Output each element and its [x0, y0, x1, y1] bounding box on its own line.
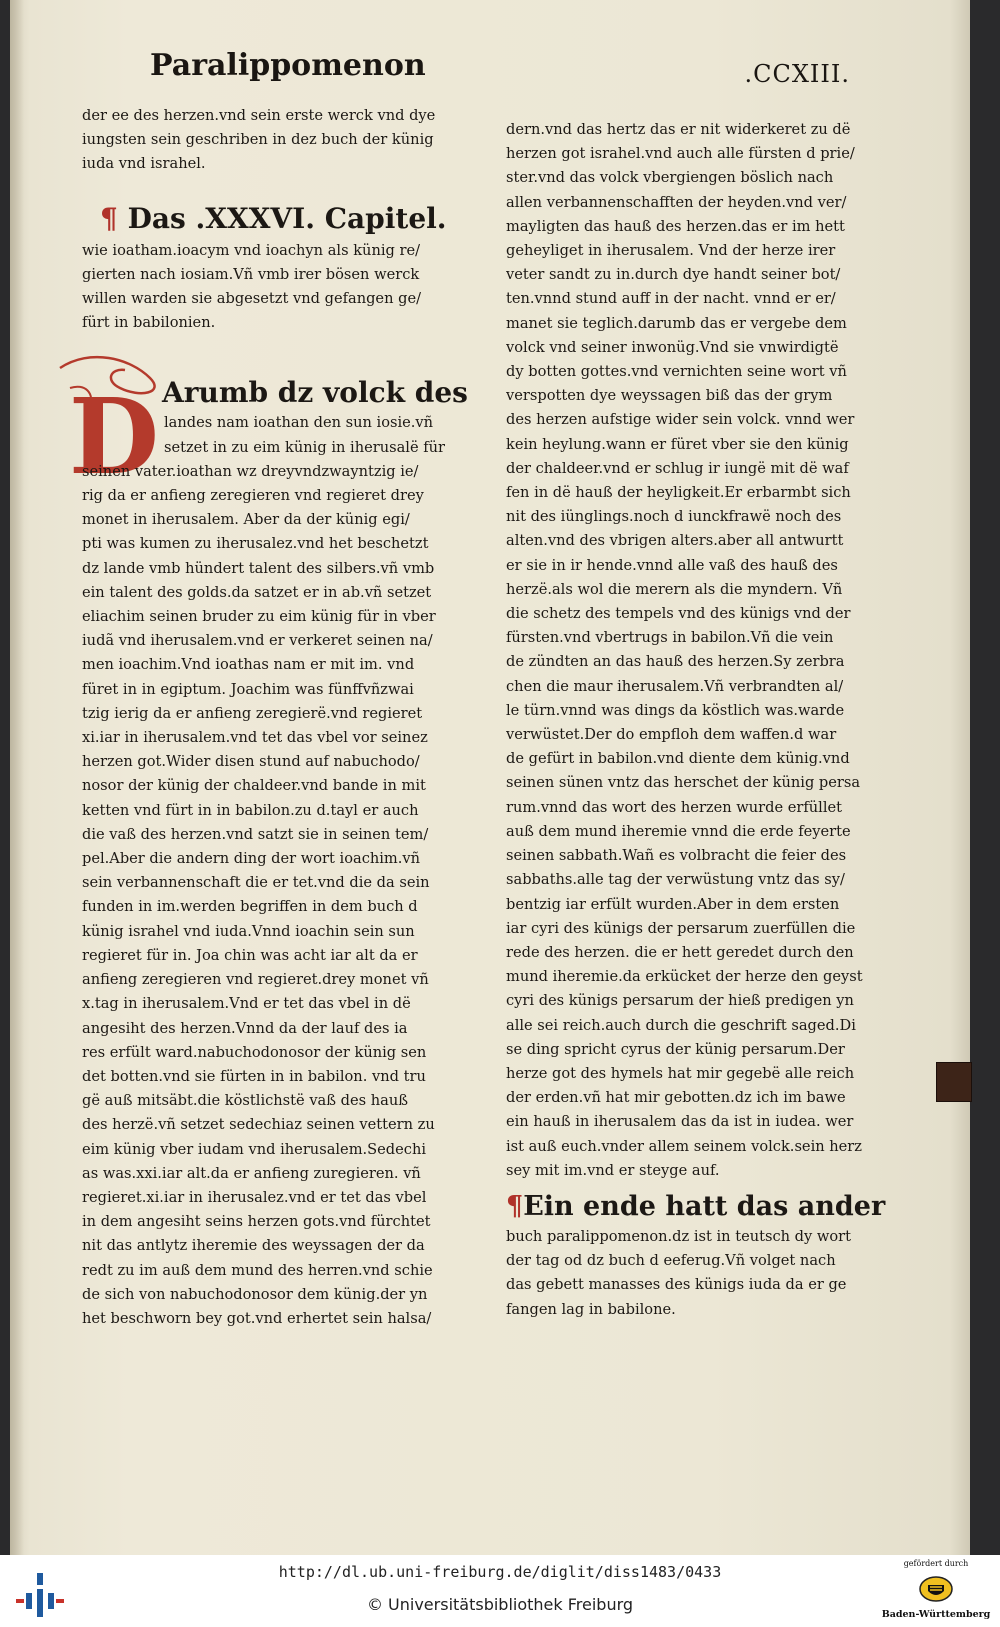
text-line: herzë.als wol die merern als die myndern. Vñ [506, 580, 843, 598]
chapter-summary-line: wie ioatham.ioacym vnd ioachyn als künig re/ [82, 241, 421, 259]
text-line: nit das antlytz iheremie des weyssagen der da [82, 1237, 425, 1255]
page-gutter-shadow [10, 0, 24, 1555]
text-line: verwüstet.Der do empfloh dem waffen.d war [506, 726, 837, 744]
text-line: manet sie teglich.darumb das er vergebe dem [506, 314, 847, 332]
text-line: ketten vnd fürt in in babilon.zu d.tayl er auch [82, 801, 419, 819]
rubric-mark: ¶ [506, 1190, 524, 1222]
text-line: funden in im.werden begriffen in dem buch d [82, 898, 418, 916]
text-line: ster.vnd das volck vbergiengen böslich nach [506, 169, 834, 187]
book-page-tab [936, 1062, 972, 1102]
text-line: cyri des künigs persarum der hieß predigen yn [506, 992, 854, 1010]
text-line: nit des iünglings.noch d iunckfrawë noch des [506, 508, 842, 526]
text-line: rum.vnnd das wort des herzen wurde erfüllet [506, 798, 843, 816]
text-line: iungsten sein geschriben in dez buch der künig [82, 131, 434, 149]
text-line: geheyliget in iherusalem. Vnd der herze irer [506, 242, 836, 260]
text-line: setzet in zu eim künig in iherusalë für [164, 438, 446, 456]
text-line: ein hauß in iherusalem das da ist in iudea. wer [506, 1113, 854, 1131]
text-line: herzen got israhel.vnd auch alle fürsten d prie/ [506, 145, 855, 163]
text-line: nosor der künig der chaldeer.vnd bande in mit [82, 777, 426, 795]
text-line: anfieng zeregieren vnd regieret.drey monet vñ [82, 971, 429, 989]
text-line: alten.vnd des vbrigen alters.aber all antwurtt [506, 532, 844, 550]
text-line: pel.Aber die andern ding der wort ioachim.vñ [82, 850, 421, 868]
initial-letter: D [68, 375, 160, 498]
text-line: res erfült ward.nabuchodonosor der künig sen [82, 1043, 427, 1061]
text-line: dy botten gottes.vnd vernichten seine wort vñ [506, 363, 847, 381]
text-line: xi.iar in iherusalem.vnd tet das vbel vor seinez [82, 729, 428, 747]
text-line: der tag od dz buch d eeferug.Vñ volget nach [506, 1252, 836, 1270]
text-line: alle sei reich.auch durch die geschrift saged.Di [506, 1016, 856, 1034]
text-line: der chaldeer.vnd er schlug ir iungë mit dë waf [506, 459, 849, 477]
text-line: ein talent des golds.da satzet er in ab.vñ setzet [82, 583, 432, 601]
chapter-summary-line: gierten nach iosiam.Vñ vmb irer bösen werck [82, 265, 420, 283]
text-line: pti was kumen zu iherusalez.vnd het beschetzt [82, 535, 429, 553]
text-line: verspotten dye weyssagen biß das der grym [506, 387, 833, 405]
text-line: de sich von nabuchodonosor dem künig.der yn [82, 1285, 428, 1303]
text-line: angesiht des herzen.Vnnd da der lauf des ia [82, 1019, 408, 1037]
text-line: das gebett manasses des künigs iuda da er ge [506, 1276, 847, 1294]
copyright-notice: © Universitätsbibliothek Freiburg [366, 1595, 634, 1614]
text-line: veter sandt zu in.durch dye handt seiner bot/ [506, 266, 841, 284]
text-line: die vaß des herzen.vnd satzt sie in seinen tem/ [82, 825, 429, 843]
text-line: auß dem mund iheremie vnnd die erde feyerte [506, 822, 851, 840]
text-line: se ding spricht cyrus der künig persarum.Der [506, 1040, 845, 1058]
text-line: rede des herzen. die er hett geredet durch den [506, 943, 854, 961]
text-line: men ioachim.Vnd ioathas nam er mit im. vnd [82, 656, 415, 674]
chapter-heading [100, 199, 454, 239]
text-line: in dem angesiht seins herzen gots.vnd fürchtet [82, 1213, 431, 1231]
text-line: volck vnd seiner inwonüg.Vnd sie vnwirdigtë [506, 338, 839, 356]
text-line: iar cyri des künigs der persarum zuerfüllen die [506, 919, 856, 937]
text-line: die schetz des tempels vnd des künigs vnd der [506, 605, 851, 623]
explicit-heading [506, 1189, 886, 1225]
text-line: iuda vnd israhel. [82, 155, 206, 173]
text-line: mund iheremie.da erkücket der herze den geyst [506, 968, 863, 986]
left-column [82, 104, 468, 1331]
text-line: allen verbannenschafften der heyden.vnd ver/ [506, 193, 847, 211]
viewer-footer [0, 1555, 1000, 1627]
text-line: des herzë.vñ setzet sedechiaz seinen vettern zu [82, 1116, 435, 1134]
text-line: rig da er anfieng zeregieren vnd regieret drey [82, 487, 424, 505]
text-line: kein heylung.wann er füret vber sie den künig [506, 435, 849, 453]
text-line: dz lande vmb hündert talent des silbers.vñ vmb [82, 559, 435, 577]
text-line: sey mit im.vnd er steyge auf. [506, 1161, 720, 1179]
text-line: sein verbannenschaft die er tet.vnd die da sein [82, 874, 430, 892]
text-line: herzen got.Wider disen stund auf nabuchodo/ [82, 753, 420, 771]
explicit-text: Ein ende hatt das ander [523, 1190, 886, 1222]
permalink-url[interactable]: http://dl.ub.uni-freiburg.de/diglit/diss1483/0433 [278, 1563, 722, 1581]
text-line: dern.vnd das hertz das er nit widerkeret zu dë [506, 121, 851, 138]
text-line: ten.vnnd stund auff in der nacht. vnnd er er/ [506, 290, 836, 308]
text-line: eim künig vber iudam vnd iherusalem.Sedechi [82, 1140, 427, 1158]
text-line: gë auß mitsäbt.die köstlichstë vaß des hauß [82, 1092, 409, 1110]
chapter-heading-text: Das .XXXVI. Capitel. [127, 201, 447, 235]
text-line: x.tag in iherusalem.Vnd er tet das vbel in dë [82, 995, 411, 1013]
text-line: fürsten.vnd vbertrugs in babilon.Vñ die vein [506, 629, 834, 647]
text-line: tzig ierig da er anfieng zeregierë.vnd regieret [82, 704, 423, 722]
text-line: de zündten an das hauß des herzen.Sy zerbra [506, 653, 845, 671]
chapter-summary-line: fürt in babilonien. [82, 314, 216, 332]
text-line: mayligten das hauß des herzen.das er im hett [506, 217, 845, 235]
rubric-mark: ¶ [100, 201, 118, 235]
text-line: fen in dë hauß der heyligkeit.Er erbarmbt sich [506, 484, 851, 502]
sponsor-caption: gefördert durch [903, 1559, 969, 1568]
text-line: ist auß euch.vnder allem seinem volck.sein herz [506, 1137, 862, 1155]
folio-number: .CCXIII. [744, 60, 850, 88]
text-line: redt zu im auß dem mund des herren.vnd schie [82, 1261, 433, 1279]
baden-wuerttemberg-seal-icon [918, 1575, 954, 1603]
sponsor-name: Baden-Württemberg [881, 1609, 991, 1620]
text-line: des herzen aufstige wider sein volck. vnnd wer [506, 411, 855, 429]
incipit: Arumb dz volck des [162, 376, 468, 410]
text-line: de gefürt in babilon.vnd diente dem künig.vnd [506, 750, 850, 768]
text-line: bentzig iar erfült wurden.Aber in dem ersten [506, 895, 840, 913]
text-line: iudã vnd iherusalem.vnd er verkeret seinen na/ [82, 632, 433, 650]
text-line: fangen lag in babilone. [506, 1300, 676, 1318]
running-head: Paralippomenon [150, 48, 426, 83]
chapter-summary-line: willen warden sie abgesetzt vnd gefangen ge/ [82, 290, 422, 308]
text-line: der erden.vñ hat mir gebotten.dz ich im bawe [506, 1089, 846, 1107]
text-line: er sie in ir hende.vnnd alle vaß des hauß des [506, 556, 838, 574]
text-line: herze got des hymels hat mir gegebë alle reich [506, 1064, 855, 1082]
text-line: künig israhel vnd iuda.Vnnd ioachin sein sun [82, 922, 415, 940]
text-line: landes nam ioathan den sun iosie.vñ [164, 414, 434, 432]
text-line: regieret.xi.iar in iherusalez.vnd er tet das vbel [82, 1188, 427, 1206]
text-line: het beschworn bey got.vnd erhertet sein halsa/ [82, 1309, 432, 1327]
text-line: le türn.vnnd was dings da köstlich was.warde [506, 701, 845, 719]
text-line: sabbaths.alle tag der verwüstung vntz das sy/ [506, 871, 845, 889]
text-line: chen die maur iherusalem.Vñ verbrandten al/ [506, 677, 844, 695]
text-line: det botten.vnd sie fürten in in babilon. vnd tru [82, 1067, 426, 1085]
right-column [506, 118, 886, 1322]
text-line: buch paralippomenon.dz ist in teutsch dy wort [506, 1227, 852, 1245]
sponsor-badge [880, 1559, 992, 1623]
text-line: monet in iherusalem. Aber da der künig egi/ [82, 511, 410, 529]
text-line: eliachim seinen bruder zu eim künig für in vber [82, 608, 436, 626]
text-line: as was.xxi.iar alt.da er anfieng zuregieren. vñ [82, 1164, 421, 1182]
text-line: seinen sünen vntz das herschet der künig persa [506, 774, 861, 792]
text-line: seinen vater.ioathan wz dreyvndzwayntzig ie/ [82, 462, 419, 480]
manuscript-page [10, 0, 970, 1555]
text-line: regieret für in. Joa chin was acht iar alt da er [82, 946, 418, 964]
text-line: der ee des herzen.vnd sein erste werck vnd dye [82, 107, 436, 124]
text-line: seinen sabbath.Wañ es volbracht die feier des [506, 847, 847, 865]
text-line: füret in in egiptum. Joachim was fünffvñzwai [82, 680, 414, 698]
